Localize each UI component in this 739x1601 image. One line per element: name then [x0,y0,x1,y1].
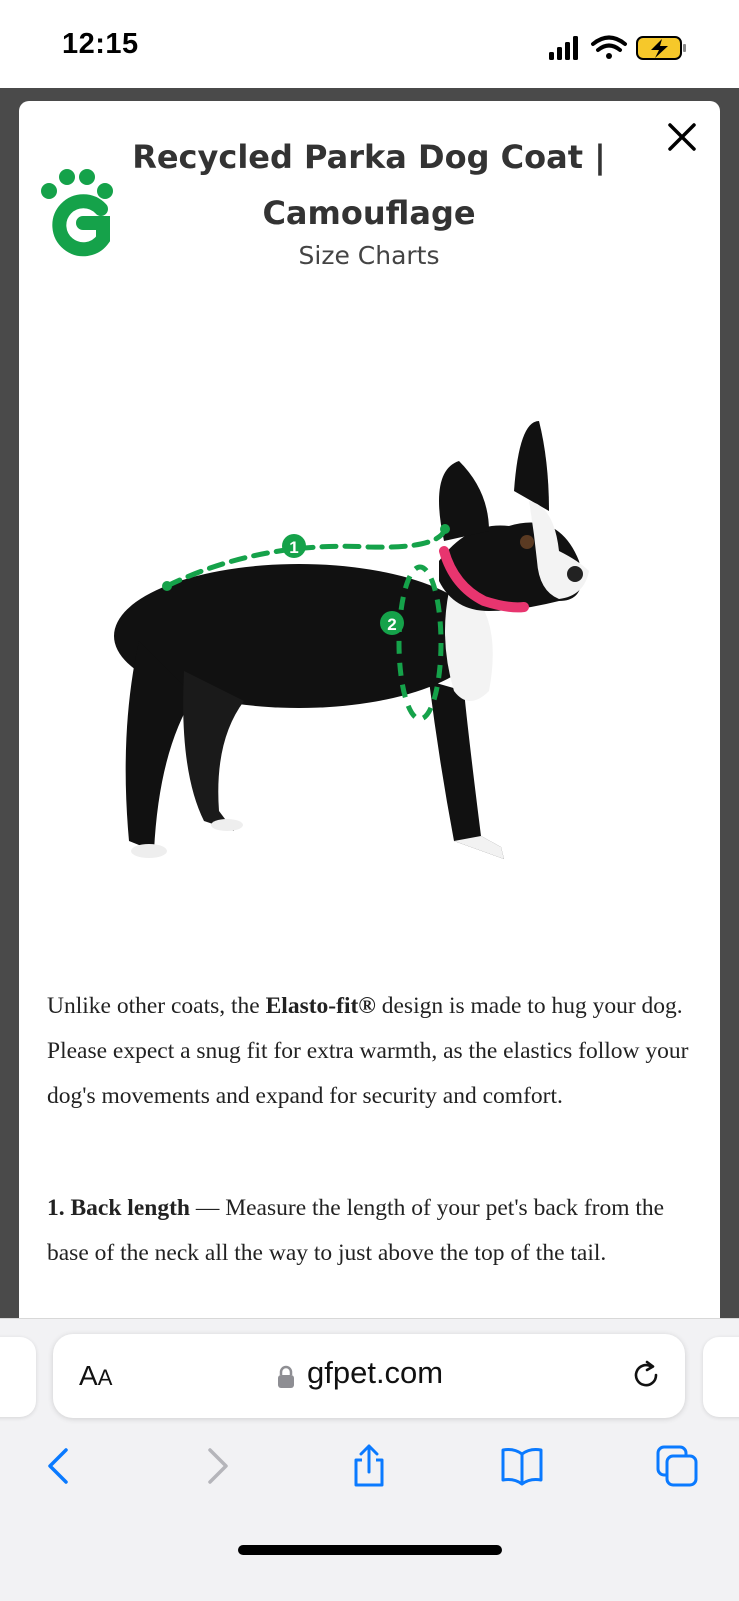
back-length-text: — Measure the length of your pet's back from the base of the neck all the way to just above the top of the tail. [47,1195,665,1266]
url-domain[interactable]: gfpet.com [307,1355,444,1390]
lock-icon [277,1365,295,1389]
dog-measurement-figure [109,411,629,891]
previous-tab-preview[interactable] [0,1337,36,1417]
bookmarks-icon[interactable] [500,1444,544,1488]
fit-description-pre: Unlike other coats, the [47,993,266,1019]
back-icon[interactable] [38,1444,82,1488]
back-length-instruction [47,1186,697,1276]
safari-toolbar [0,1318,739,1601]
paw-logo-icon [39,163,119,263]
status-time: 12:15 [62,28,139,60]
tabs-icon[interactable] [655,1444,699,1488]
signal-icon [549,36,578,60]
size-chart-modal [19,101,720,1361]
status-icons [539,32,699,64]
dog-silhouette [114,421,589,859]
fit-description [47,984,697,1119]
battery-icon [637,37,686,59]
next-tab-preview[interactable] [703,1337,739,1417]
reload-icon[interactable] [629,1358,663,1392]
product-title: Recycled Parka Dog Coat | Camouflage [132,138,606,232]
share-icon[interactable] [347,1444,391,1488]
status-bar [0,0,739,88]
fit-description-post: design is made to hug your dog. Please expect a snug fit for extra warmth, as the elastics follow your dog's movements and expand for security and comfort. [47,993,689,1109]
reader-aa-button[interactable] [79,1360,112,1392]
close-icon[interactable] [664,119,700,155]
back-length-end [440,524,450,534]
back-length-start [162,581,172,591]
back-length-label: 1. Back length [47,1195,190,1221]
marker-2-label: 2 [387,615,397,634]
address-bar[interactable] [53,1334,685,1418]
elasto-fit-brand: Elasto-fit® [265,993,376,1019]
size-charts-subtitle: Size Charts [298,241,440,270]
forward-icon[interactable] [194,1444,238,1488]
wifi-icon [593,38,625,60]
home-indicator [238,1545,502,1555]
marker-1-label: 1 [289,538,299,557]
aa-small: A [97,1365,113,1390]
aa-big: A [79,1360,98,1391]
